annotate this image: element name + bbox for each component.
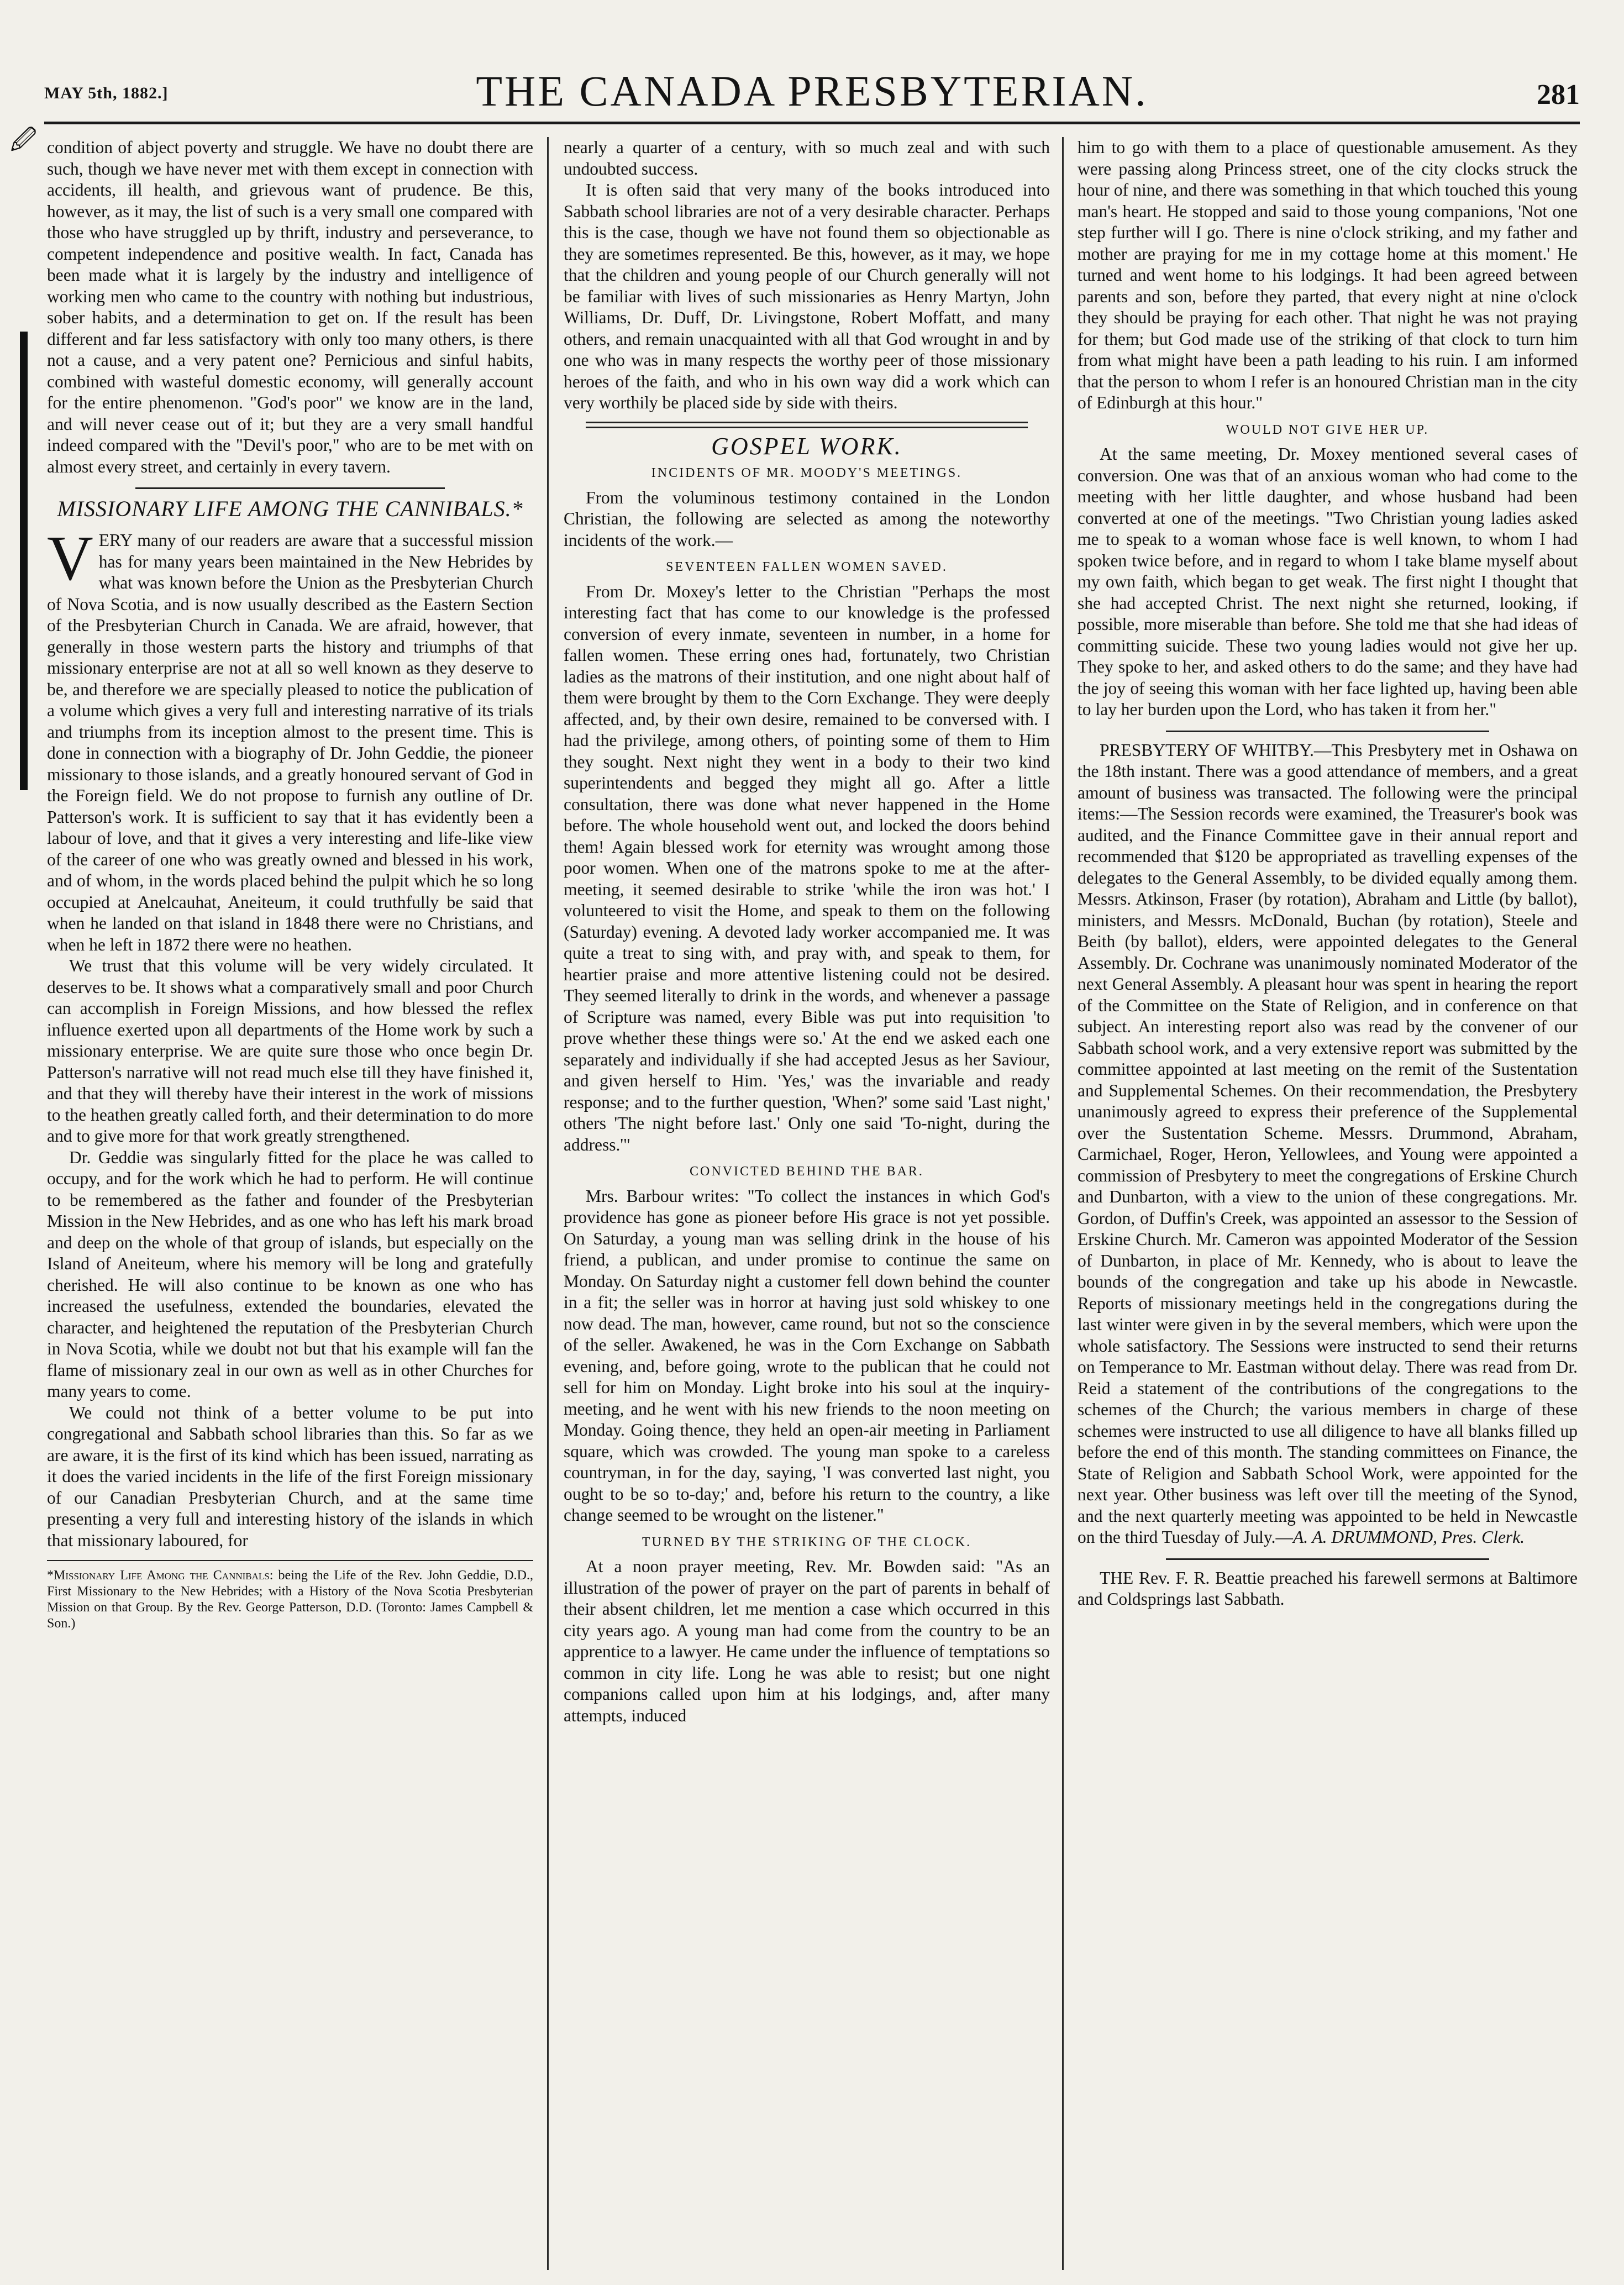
column-3	[1078, 137, 1578, 2270]
article-paragraph-text: ERY many of our readers are aware that a successful mission has for many years been maintained in the New Hebrides by what was known before the Union as the Presbyterian Church of Nova Scotia, and is now usually described as the Eastern Section of the Presbyterian Church in Canada. We are afraid, however, that generally in those western parts the history and triumphs of that missionary enterprise are not at all so well known as they deserve to be, and therefore we are specially pleased to notice the publication of a volume which gives a very full and interesting narrative of its trials and triumphs from its inception almost to the present time. This is done in connection with a biography of Dr. John Geddie, the pioneer missionary to those islands, and a greatly honoured servant of God in the Foreign field. We do not propose to furnish any outline of Dr. Patterson's work. It is sufficient to say that it has evidently been a labour of love, and that it gives a very interesting and life-like view of the career of one who was greatly owned and blessed in his work, and of whom, in the words placed behind the pulpit which he so long occupied at Anelcauhat, Aneiteum, it could truthfully be said that when he landed on that island in 1848 there were no Christians, and when he left in 1872 there were no heathen.	[47, 530, 533, 954]
page-header	[44, 61, 1580, 124]
presbytery-report	[1078, 740, 1578, 1548]
article-paragraph: Dr. Geddie was singularly fitted for the place he was called to occupy, and for the work which he had to perform. He will continue to be remembered as the father and founder of the Presbyterian Mission in the New Hebrides, and as one who has left his mark broad and deep on the whole of that group of islands, but especially on the Island of Aneiteum, where his memory will be long and gratefully cherished. He will also continue to be known as one who has increased the usefulness, extended the boundaries, elevated the character, and heightened the reputation of the Presbyterian Church in Nova Scotia, while we doubt not but that his example will fan the flame of missionary zeal in our own as well as in other Churches for many years to come.	[47, 1147, 533, 1401]
section-title-gospel-work: GOSPEL WORK.	[711, 432, 902, 460]
article-paragraph: nearly a quarter of a century, with so much zeal and with such undoubted success.	[564, 138, 1050, 178]
article-paragraph: At the same meeting, Dr. Moxey mentioned several cases of conversion. One was that of an anxious woman who had come to the meeting with her little daughter, and whose husband had been converted at one of the meetings. "Two Christian young ladies asked me to speak to a woman whose face is well known, to whom I had spoken twice before, and in regard to whom I take blame myself about my own faith, which began to get weak. The first night I thought that she had accepted Christ. The next night she returned, looking, if possible, more miserable than before. She told me that she had ideas of committing suicide. These two young ladies would not give her up. They spoke to her, and asked others to do the same; and they have had the joy of seeing this woman with her face lighted up, having been able to lay her burden upon the Lord, who has taken it from her."	[1078, 444, 1578, 719]
margin-mark: 🖉	[10, 126, 38, 154]
subheading: TURNED BY THE STRIKING OF THE CLOCK.	[642, 1535, 972, 1549]
column-rule-2	[1062, 137, 1064, 2270]
presbytery-report-text: —This Presbytery met in Oshawa on the 18th instant. There was a good attendance of members, and a great amount of business was transacted. The following were the principal items:—The Session records were examined, the Treasurer's book was audited, and the Finance Committee gave in their annual report and recommended that $120 be appropriated as travelling expenses of the delegates to the General Assembly, to be divided equally among them. Messrs. Atkinson, Fraser (by rotation), Abraham and Little (by ballot), ministers, and Messrs. McDonald, Buchan (by rotation), Steele and Beith (by ballot), elders, were appointed delegates to the General Assembly. Dr. Cochrane was unanimously nominated Moderator of the next General Assembly. A pleasant hour was spent in hearing the report of the Committee on the State of Religion, and in conference on that subject. An interesting report also was read by the convener of our Sabbath school work, and a very extensive report was submitted by the committee appointed at last meeting on the remit of the Sustentation and Supplemental Schemes. On their recommendation, the Presbytery unanimously agreed to express their preference of the Supplemental over the Sustentation Scheme. Messrs. Drummond, Abraham, Carmichael, Roger, Heron, Yellowlees, and Young were appointed a commission of Presbytery to meet the congregations of Erskine Church and Dunbarton, with a view to the union of these congregations. Mr. Gordon, of Duffin's Creek, was appointed an assessor to the Session of Erskine Church. Mr. Cameron was appointed Moderator of the Session of Dunbarton, in place of Mr. Kennedy, who is about to leave the bounds of the congregation and take up his abode in Newcastle. Reports of missionary meetings held in the congregations during the last winter were given in by the several members, which were upon the whole satisfactory. The Sessions were instructed to send their returns on Temperance to Mr. Eastman without delay. There was read from Dr. Reid a statement of the contributions of the congregations to the schemes of the Church; the various members in charge of these schemes were instructed to use all diligence to have all blanks filled up before the end of this month. The standing committees on Finance, the State of Religion and Sabbath School Work, were appointed for the next year. Other business was left over till the meeting of the Synod, and the next quarterly meeting was appointed to be held in Newcastle on the third Tuesday of July.—	[1078, 740, 1578, 1547]
masthead-title: THE CANADA PRESBYTERIAN.	[476, 67, 1148, 115]
article-paragraph: It is often said that very many of the books introduced into Sabbath school libraries are not of a very desirable character. Perhaps this is the case, though we have not found them so objectionable as they are sometimes represented. Be this, however, as it may, we hope that the children and young people of our Church generally will not be familiar with lives of such missionaries as Henry Martyn, John Williams, Dr. Duff, Dr. Livingstone, Robert Moffatt, and many others, and remain unacquainted with all that God wrought in and by one who was in many respects the worthy peer of those missionary heroes of the faith, and who in his own way did a work which can very worthily be placed side by side with theirs.	[564, 180, 1050, 412]
drop-cap: V	[47, 523, 93, 594]
clerk-signature: A. A. DRUMMOND, Pres. Clerk.	[1292, 1527, 1525, 1547]
section-divider	[135, 487, 445, 489]
article-title-missionary-life: MISSIONARY LIFE AMONG THE CANNIBALS.*	[57, 496, 523, 521]
issue-date: MAY 5th, 1882.]	[44, 84, 169, 102]
section-divider	[1166, 731, 1489, 732]
footnote-title: *Missionary Life Among the Cannibals	[47, 1568, 270, 1583]
presbytery-label: PRESBYTERY OF WHITBY.	[1100, 740, 1314, 760]
section-divider	[1166, 1558, 1489, 1560]
article-paragraph: condition of abject poverty and struggle. We have no doubt there are such, though we have never met with them except in connection with accidents, ill health, and grievous want of prudence. Be this, however, as it may, the list of such is a very small one compared with those who have struggled up by thrift, industry and perseverance, to competent independence and positive wealth. In fact, Canada has been made what it is largely by the industry and intelligence of working men who came to the country with nothing but industrious, sober habits, and a determination to get on. If the result has been different and far less satisfactory with only too many others, is there not a cause, and a very patent one? Pernicious and sinful habits, combined with wasteful domestic economy, will generally account for the entire phenomenon. "God's poor" we know are in the land, and will never cease out of it; but they are a very small handful indeed compared with the "Devil's poor," who are to be met with on almost every street, and certainly in every tavern.	[47, 138, 533, 476]
subheading: WOULD NOT GIVE HER UP.	[1226, 422, 1429, 437]
subheading: SEVENTEEN FALLEN WOMEN SAVED.	[666, 560, 948, 574]
column-1	[47, 137, 533, 2270]
article-paragraph: Mrs. Barbour writes: "To collect the instances in which God's providence has gone as pioneer before His grace is not yet possible. On Saturday, a young man was selling drink in the house of his friend, a publican, and under promise to continue the same on Monday. On Saturday night a customer fell down behind the counter in a fit; the seller was in horror at having just sold whiskey to one now dead. The man, however, came round, but not so the conscience of the seller. Awakened, he was in the Corn Exchange on Sabbath evening, and, before going, wrote to the publican that he could not sell for him on Monday. Light broke into his soul at the inquiry-meeting, and he went with his new friends to the noon meeting on Monday. Going thence, they held an open-air meeting in Parliament square, which was crowded. The young man spoke to a careless countryman, in for the day, saying, 'I was converted last night, you ought to be so to-day;' and, before his return to the country, a like change seemed to be wrought on the listener."	[564, 1186, 1050, 1525]
footnote-text: : being the Life of the Rev. John Geddie, D.D., First Missionary to the New Hebrides; with a History of the Nova Scotia Presbyterian Mission on that Group. By the Rev. George Patterson, D.D. (Toronto: James Campbell & Son.)	[47, 1568, 533, 1631]
page-number: 281	[1537, 79, 1580, 111]
article-paragraph: From the voluminous testimony contained in the London Christian, the following are selected as among the noteworthy incidents of the work.—	[564, 487, 1050, 550]
article-paragraph: We could not think of a better volume to be put into congregational and Sabbath school libraries than this. So far as we are aware, it is the first of its kind which has been issued, narrating as it does the varied incidents in the life of the first Foreign missionary of our Canadian Presbyterian Church, and at the same time presenting a very full and interesting history of the islands in which that missionary laboured, for	[47, 1402, 533, 1550]
article-paragraph: From Dr. Moxey's letter to the Christian "Perhaps the most interesting fact that has come to our knowledge is the professed conversion of every inmate, seventeen in number, in a home for fallen women. These erring ones had, fortunately, two Christian ladies as the matrons of their institution, and one night about half of them were brought by them to the Corn Exchange. They were deeply affected, and, by their own desire, remained to be conversed with. I had the privilege, among others, of pointing some of them to Him they sought. Next night they went in a body to their two kind superintendents and begged they might all go. After a little consultation, there was done what never happened in the Home before. The whole household went out, and locked the doors behind them! Again blessed work for eternity was wrought among those poor women. When one of the matrons spoke to me at the after-meeting, it seemed desirable to strike 'while the iron was hot.' I volunteered to visit the Home, and speak to them on the following (Saturday) evening. A devoted lady worker accompanied me. It was quite a treat to sing with, and pray with, and speak to them, for heartier praise and more attentive listening could not be desired. They seemed literally to drink in the words, and whenever a passage of Scripture was named, every Bible was put into requisition 'to prove whether these things were so.' At the end we asked each one separately and individually if she had accepted Jesus as her Saviour, and given herself to Him. 'Yes,' was the invariable and ready response; and to the further question, 'When?' some said 'Last night,' others 'The night before last.' Only one said 'To-night, during the address.'"	[564, 581, 1050, 1154]
column-2	[564, 137, 1050, 2270]
margin-marker-bar	[20, 332, 28, 790]
subheading: INCIDENTS OF MR. MOODY'S MEETINGS.	[651, 466, 963, 480]
footnote	[47, 1560, 533, 1632]
column-rule-1	[547, 137, 549, 2270]
subheading: CONVICTED BEHIND THE BAR.	[690, 1164, 924, 1179]
article-paragraph	[47, 523, 533, 955]
article-paragraph: We trust that this volume will be very widely circulated. It deserves to be. It shows what a comparatively small and poor Church can accomplish in Foreign Missions, and how blessed the reflex influence exerted upon all departments of the Home work by such a missionary enterprise. We are quite sure those who once begin Dr. Patterson's narrative will not read much else till they have finished it, and that they will thereby have their interest in the work of missions to the heathen greatly called forth, and their determination to do more and to give more for that work greatly strengthened.	[47, 956, 533, 1146]
article-paragraph: At a noon prayer meeting, Rev. Mr. Bowden said: "As an illustration of the power of prayer on the part of parents in behalf of their absent children, let me mention a case which occurred in this city years ago. A young man had come from the country to be an apprentice to a lawyer. He came under the influence of temptations so common in city life. Long he was able to resist; but one night companions called upon him at his lodgings, and, after many attempts, induced	[564, 1557, 1050, 1725]
section-double-rule	[586, 422, 1028, 428]
article-paragraph: THE Rev. F. R. Beattie preached his farewell sermons at Baltimore and Coldsprings last Sabbath.	[1078, 1568, 1578, 1609]
article-paragraph: him to go with them to a place of questionable amusement. As they were passing along Princess street, one of the city clocks struck the hour of nine, and there was something in that which touched this young man's heart. He stopped and said to those young companions, 'Not one step further will I go. There is nine o'clock striking, and my father and mother are praying for me in my cottage home at this moment.' He turned and went home to his lodgings. It had been agreed between parents and son, before they parted, that every night at nine o'clock they should be praying for each other. That night he was not praying for them; but God made use of the striking of that clock to turn him from what might have been a path leading to his ruin. I am informed that the person to whom I refer is an honoured Christian man in the city of Edinburgh at this hour."	[1078, 138, 1578, 412]
